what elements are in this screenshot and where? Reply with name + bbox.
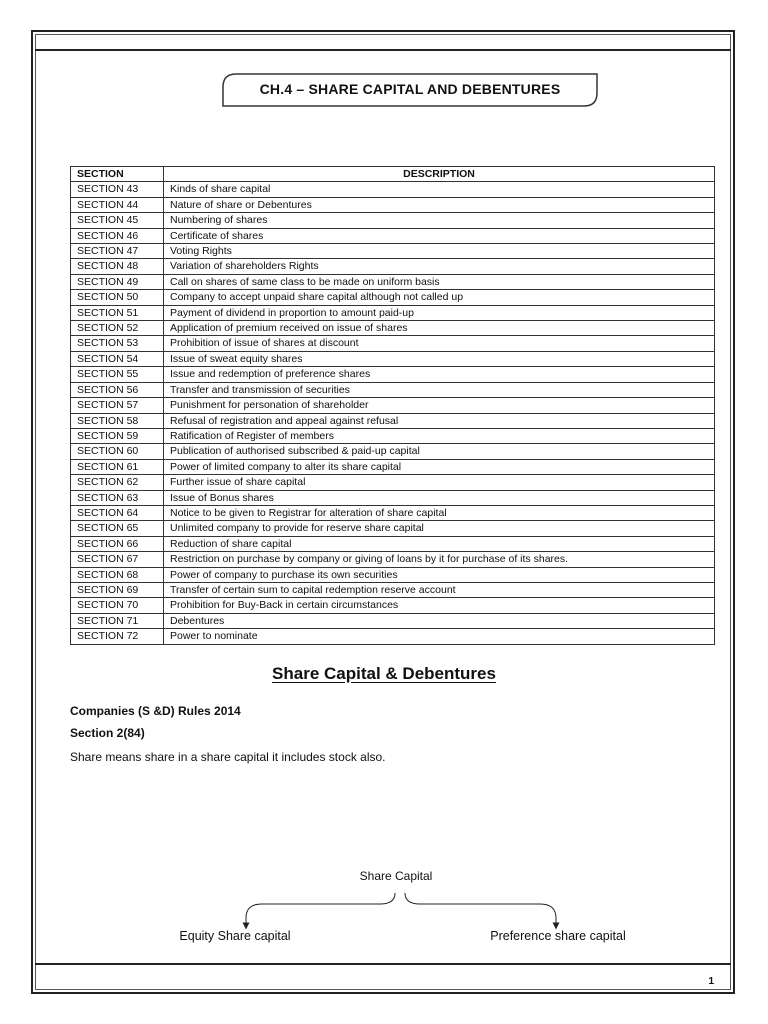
diagram-right-label: Preference share capital (490, 929, 626, 943)
section-number-cell: SECTION 56 (71, 382, 164, 397)
section-description-cell: Publication of authorised subscribed & paid-up capital (164, 444, 715, 459)
section-number-cell: SECTION 58 (71, 413, 164, 428)
left-branch-curve (246, 893, 395, 926)
section-description-cell: Application of premium received on issue of shares (164, 321, 715, 336)
section-number-cell: SECTION 69 (71, 582, 164, 597)
section-description-cell: Issue of sweat equity shares (164, 351, 715, 366)
table-row (71, 182, 715, 197)
section-description-cell: Notice to be given to Registrar for alteration of share capital (164, 505, 715, 520)
table-row (71, 428, 715, 443)
section-description-cell: Unlimited company to provide for reserve share capital (164, 521, 715, 536)
table-row (71, 536, 715, 551)
section-number-cell: SECTION 67 (71, 552, 164, 567)
section-number-cell: SECTION 70 (71, 598, 164, 613)
chapter-title: CH.4 – SHARE CAPITAL AND DEBENTURES (259, 81, 561, 97)
section-description-cell: Transfer and transmission of securities (164, 382, 715, 397)
table-row (71, 259, 715, 274)
section-description-cell: Prohibition for Buy-Back in certain circumstances (164, 598, 715, 613)
section-description-cell: Call on shares of same class to be made on uniform basis (164, 274, 715, 289)
page-number: 1 (708, 976, 714, 987)
section-number-cell: SECTION 50 (71, 290, 164, 305)
table-row (71, 521, 715, 536)
header-description: DESCRIPTION (164, 167, 715, 182)
chapter-title-box (222, 73, 598, 107)
table-row (71, 213, 715, 228)
share-definition: Share means share in a share capital it includes stock also. (70, 750, 386, 764)
section-description-cell: Refusal of registration and appeal against refusal (164, 413, 715, 428)
section-description-cell: Restriction on purchase by company or giving of loans by it for purchase of its shares. (164, 552, 715, 567)
table-header-row (71, 167, 715, 182)
section-number-cell: SECTION 72 (71, 629, 164, 644)
section-number-cell: SECTION 61 (71, 459, 164, 474)
table-row (71, 629, 715, 644)
table-row (71, 613, 715, 628)
table-row (71, 336, 715, 351)
section-description-cell: Further issue of share capital (164, 475, 715, 490)
section-heading-text: Share Capital & Debentures (272, 664, 496, 683)
table-row (71, 459, 715, 474)
section-number-cell: SECTION 63 (71, 490, 164, 505)
table-row (71, 582, 715, 597)
section-number-cell: SECTION 60 (71, 444, 164, 459)
section-description-cell: Power of company to purchase its own securities (164, 567, 715, 582)
section-description-cell: Transfer of certain sum to capital redemption reserve account (164, 582, 715, 597)
section-description-cell: Power of limited company to alter its share capital (164, 459, 715, 474)
section-number-cell: SECTION 68 (71, 567, 164, 582)
section-description-cell: Issue of Bonus shares (164, 490, 715, 505)
header-section: SECTION (71, 167, 164, 182)
section-number-cell: SECTION 64 (71, 505, 164, 520)
right-branch-curve (405, 893, 556, 926)
section-number-cell: SECTION 53 (71, 336, 164, 351)
section-description-cell: Issue and redemption of preference shares (164, 367, 715, 382)
section-number-cell: SECTION 71 (71, 613, 164, 628)
table-row (71, 598, 715, 613)
section-description-cell: Certificate of shares (164, 228, 715, 243)
diagram-root-label: Share Capital (359, 869, 433, 883)
section-number-cell: SECTION 54 (71, 351, 164, 366)
section-number-cell: SECTION 55 (71, 367, 164, 382)
section-description-cell: Kinds of share capital (164, 182, 715, 197)
rules-subheading: Companies (S &D) Rules 2014 (70, 704, 241, 718)
section-description-cell: Debentures (164, 613, 715, 628)
section-number-cell: SECTION 49 (71, 274, 164, 289)
header-rule (35, 49, 731, 51)
section-number-cell: SECTION 51 (71, 305, 164, 320)
table-row (71, 475, 715, 490)
table-row (71, 505, 715, 520)
share-capital-diagram (0, 860, 768, 955)
section-number-cell: SECTION 43 (71, 182, 164, 197)
section-number-cell: SECTION 44 (71, 197, 164, 212)
diagram-left-label: Equity Share capital (179, 929, 291, 943)
section-number-cell: SECTION 66 (71, 536, 164, 551)
table-row (71, 367, 715, 382)
section-number-cell: SECTION 45 (71, 213, 164, 228)
table-row (71, 382, 715, 397)
table-row (71, 321, 715, 336)
section-description-cell: Reduction of share capital (164, 536, 715, 551)
section-description-cell: Power to nominate (164, 629, 715, 644)
section-number-cell: SECTION 62 (71, 475, 164, 490)
table-row (71, 197, 715, 212)
section-description-cell: Nature of share or Debentures (164, 197, 715, 212)
section-number-cell: SECTION 65 (71, 521, 164, 536)
section-number-cell: SECTION 59 (71, 428, 164, 443)
section-number-cell: SECTION 46 (71, 228, 164, 243)
section-description-cell: Ratification of Register of members (164, 428, 715, 443)
sections-table (70, 166, 715, 645)
table-row (71, 228, 715, 243)
table-body (71, 182, 715, 644)
table-row (71, 244, 715, 259)
footer-rule (35, 963, 731, 965)
section-number-cell: SECTION 52 (71, 321, 164, 336)
table-row (71, 444, 715, 459)
section-reference: Section 2(84) (70, 726, 145, 740)
table-row (71, 290, 715, 305)
table-row (71, 552, 715, 567)
section-description-cell: Prohibition of issue of shares at discount (164, 336, 715, 351)
section-description-cell: Voting Rights (164, 244, 715, 259)
table-row (71, 305, 715, 320)
section-description-cell: Company to accept unpaid share capital although not called up (164, 290, 715, 305)
section-description-cell: Punishment for personation of shareholder (164, 398, 715, 413)
section-description-cell: Numbering of shares (164, 213, 715, 228)
table-row (71, 567, 715, 582)
section-number-cell: SECTION 47 (71, 244, 164, 259)
table-row (71, 274, 715, 289)
section-heading (0, 664, 768, 684)
table-row (71, 413, 715, 428)
table-row (71, 490, 715, 505)
section-number-cell: SECTION 57 (71, 398, 164, 413)
table-row (71, 351, 715, 366)
section-number-cell: SECTION 48 (71, 259, 164, 274)
table-row (71, 398, 715, 413)
section-description-cell: Payment of dividend in proportion to amount paid-up (164, 305, 715, 320)
section-description-cell: Variation of shareholders Rights (164, 259, 715, 274)
